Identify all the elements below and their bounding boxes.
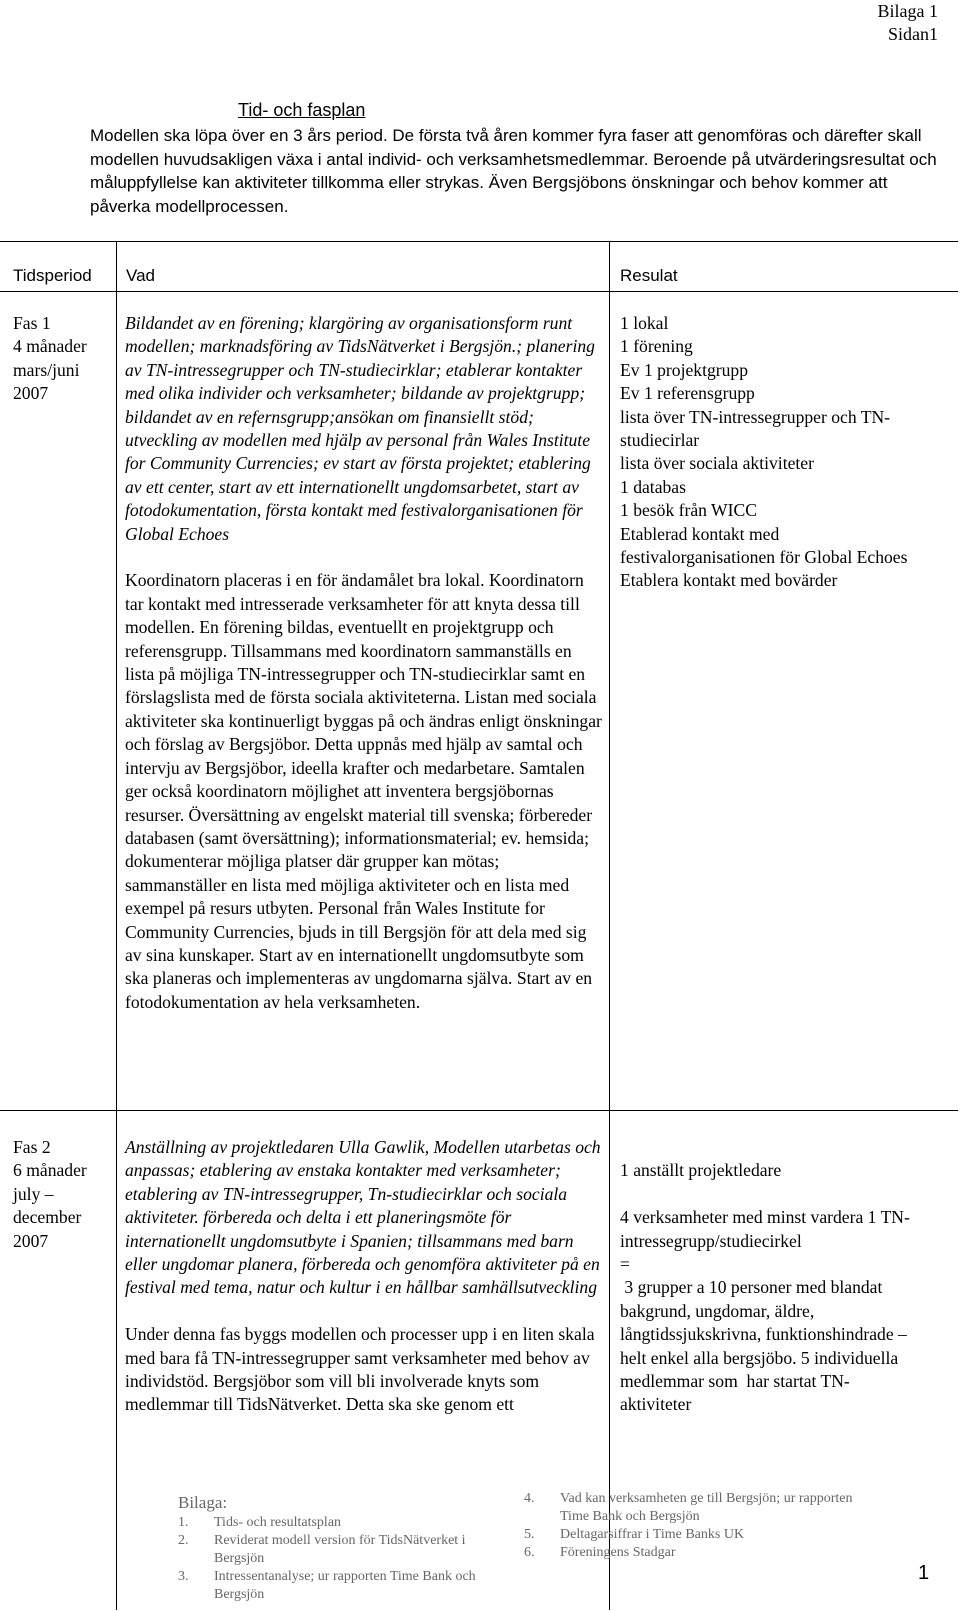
column-header-result: Resulat: [620, 266, 678, 285]
attachment-item: 3. Intressentanalyse; ur rapporten Time Bank och Bergsjön: [178, 1569, 476, 1602]
phase1-result-item: 1 databas: [620, 476, 686, 497]
phase1-period-line: 4 månader: [13, 336, 87, 357]
attachment-item: 5. Deltagarsiffrar i Time Banks UK: [524, 1527, 745, 1542]
phase1-result-item: lista över TN-intressegrupper och TN-studiecirlar: [620, 406, 891, 451]
phase1-period-line: mars/juni: [13, 359, 80, 380]
column-divider-2: [609, 241, 610, 1610]
header-bilaga: Bilaga 1: [877, 1, 938, 21]
phase1-result-item: lista över sociala aktiviteter: [620, 453, 814, 474]
phase2-result-item: =: [620, 1254, 630, 1274]
phase1-result-item: Ev 1 projektgrupp: [620, 359, 749, 380]
phase1-result-item: Etablerad kontakt med festivalorganisationen för Global Echoes: [620, 523, 908, 568]
phase2-period: [13, 1136, 113, 1253]
phase2-result: [620, 1136, 920, 1417]
phase1-result-item: 1 förening: [620, 336, 693, 357]
phase2-period-line: december: [13, 1207, 82, 1228]
phase2-period-line: july –: [13, 1183, 54, 1204]
phase2-period-line: Fas 2: [13, 1137, 51, 1157]
phase1-result-item: Ev 1 referensgrupp: [620, 383, 755, 404]
section-title: Tid- och fasplan: [238, 100, 366, 120]
phase-row-divider: [0, 1110, 958, 1111]
phase1-period-line: 2007: [13, 383, 49, 404]
phase2-period-line: 2007: [13, 1230, 49, 1251]
phase1-result-item: 1 lokal: [620, 313, 669, 333]
phase2-result-item: 4 verksamheter med minst vardera 1 TN-intressegrupp/studiecirkel: [620, 1207, 910, 1251]
phase2-period-line: 6 månader: [13, 1160, 87, 1181]
page-header: [878, 0, 939, 46]
page-number: 1: [918, 1562, 930, 1584]
header-row-divider: [0, 291, 958, 292]
phase2-result-item: 3 grupper a 10 personer med blandat bakgrund, ungdomar, äldre, långtidssjukskrivna, funktionshindrade – helt enkel alla bergsjöbo. 5 individuella medlemmar som har startat TN-aktiviteter: [620, 1277, 912, 1415]
intro-paragraph: Modellen ska löpa över en 3 års period. De första två åren kommer fyra faser att genomföras och därefter skall modellen huvudsakligen växa i antal individ- och verksamhetsmedlemmar. Beroende på utvärderingsresultat och måluppfyllelse kan aktiviteter tillkomma eller strykas. Även Bergsjöbons önskningar och behov kommer att påverka modellprocessen.: [90, 126, 937, 216]
attachments-list-right: [524, 1490, 884, 1562]
phase1-period: [13, 312, 113, 406]
phase2-result-item: 1 anställt projektledare: [620, 1160, 782, 1181]
header-sidan: Sidan1: [887, 24, 938, 44]
column-header-what: Vad: [126, 266, 155, 285]
phase1-result-item: 1 besök från WICC: [620, 500, 757, 521]
attachment-item: 4. Vad kan verksamheten ge till Bergsjön; ur rapporten Time Bank och Bergsjön: [524, 1491, 853, 1524]
column-divider-1: [116, 241, 117, 1610]
phase1-what-italic: Bildandet av en förening; klargöring av organisationsform runt modellen; marknadsföring av TidsNätverket i Bergsjön.; planering av TN-intressegrupper och TN-studiecirklar; etablerar kontakter med olika individer och verksamheter; bildande av projektgrupp; bildandet av en refernsgrupp;ansökan om finansiellt stöd; utveckling av modellen med hjälp av personal från Wales Institute for Community Currencies; ev start av första projektet; etablering av ett center, start av ett internationellt ungdomsarbetet, start av fotodokumentation, första kontakt med festivalorganisationen för Global Echoes: [125, 313, 595, 544]
attachment-item: 1. Tids- och resultatsplan: [178, 1515, 342, 1530]
column-header-period: Tidsperiod: [13, 266, 92, 285]
attachment-item: 2. Reviderat modell version för TidsNätverket i Bergsjön: [178, 1533, 466, 1566]
attachment-item: 6. Föreningens Stadgar: [524, 1545, 676, 1560]
phase2-what: [125, 1136, 603, 1417]
attachments-title: Bilaga:: [178, 1493, 228, 1512]
attachments-list-left: [178, 1514, 508, 1604]
phase1-result: [620, 312, 920, 593]
phase1-period-line: Fas 1: [13, 313, 51, 333]
phase2-what-normal: Under denna fas byggs modellen och processer upp i en liten skala med bara få TN-intressegrupper samt verksamheter med behov av individstöd. Bergsjöbor som vill bli involverade knyts som medlemmar till TidsNätverket. Detta ska ske genom ett: [125, 1324, 595, 1415]
phase1-result-item: Etablera kontakt med bovärder: [620, 570, 838, 591]
phase1-what: [125, 312, 603, 1014]
phase2-what-italic: Anställning av projektledaren Ulla Gawlik, Modellen utarbetas och anpassas; etablering av enstaka kontakter med verksamheter; etablering av TN-intressegrupper, Tn-studiecirklar och sociala aktiviteter. förbereda och delta i ett planeringsmöte för internationellt ungdomsutbyte i Spanien; tillsammans med barn eller ungdomar planera, förbereda och genomföra aktiviteter på en festival med tema, natur och kultur i en hållbar samhällsutveckling: [125, 1137, 601, 1298]
phase1-what-normal: Koordinatorn placeras i en för ändamålet bra lokal. Koordinatorn tar kontakt med intresserade verksamheter för att knyta dessa till modellen. En förening bildas, eventuellt en projektgrupp och referensgrupp. Tillsammans med koordinatorn sammanställs en lista på möjliga TN-intressegrupper och TN-studiecirklar samt en förslagslista med de första sociala aktiviteterna. Listan med sociala aktiviteter ska kontinuerligt byggas på och ändras enligt önskningar och förslag av Bergsjöbor. Detta uppnås med hjälp av samtal och intervju av Bergsjöbor, ideella krafter och medarbetare. Samtalen ger också koordinatorn möjlighet att inventera bergsjöbornas resurser. Översättning av engelskt material till svenska; förbereder databasen (samt översättning); informationsmaterial; ev. hemsida; dokumenterar möjliga platser där grupper kan mötas; sammanställer en lista med möjliga aktiviteter och en lista med exempel på resurs utbyten. Personal från Wales Institute for Community Currencies, bjuds in till Bergsjön för att dela med sig av sina kunskaper. Start av en internationellt ungdomsutbyte som ska planeras och implementeras av ungdomarna själva. Start av en fotodokumentation av hela verksamheten.: [125, 570, 602, 1012]
